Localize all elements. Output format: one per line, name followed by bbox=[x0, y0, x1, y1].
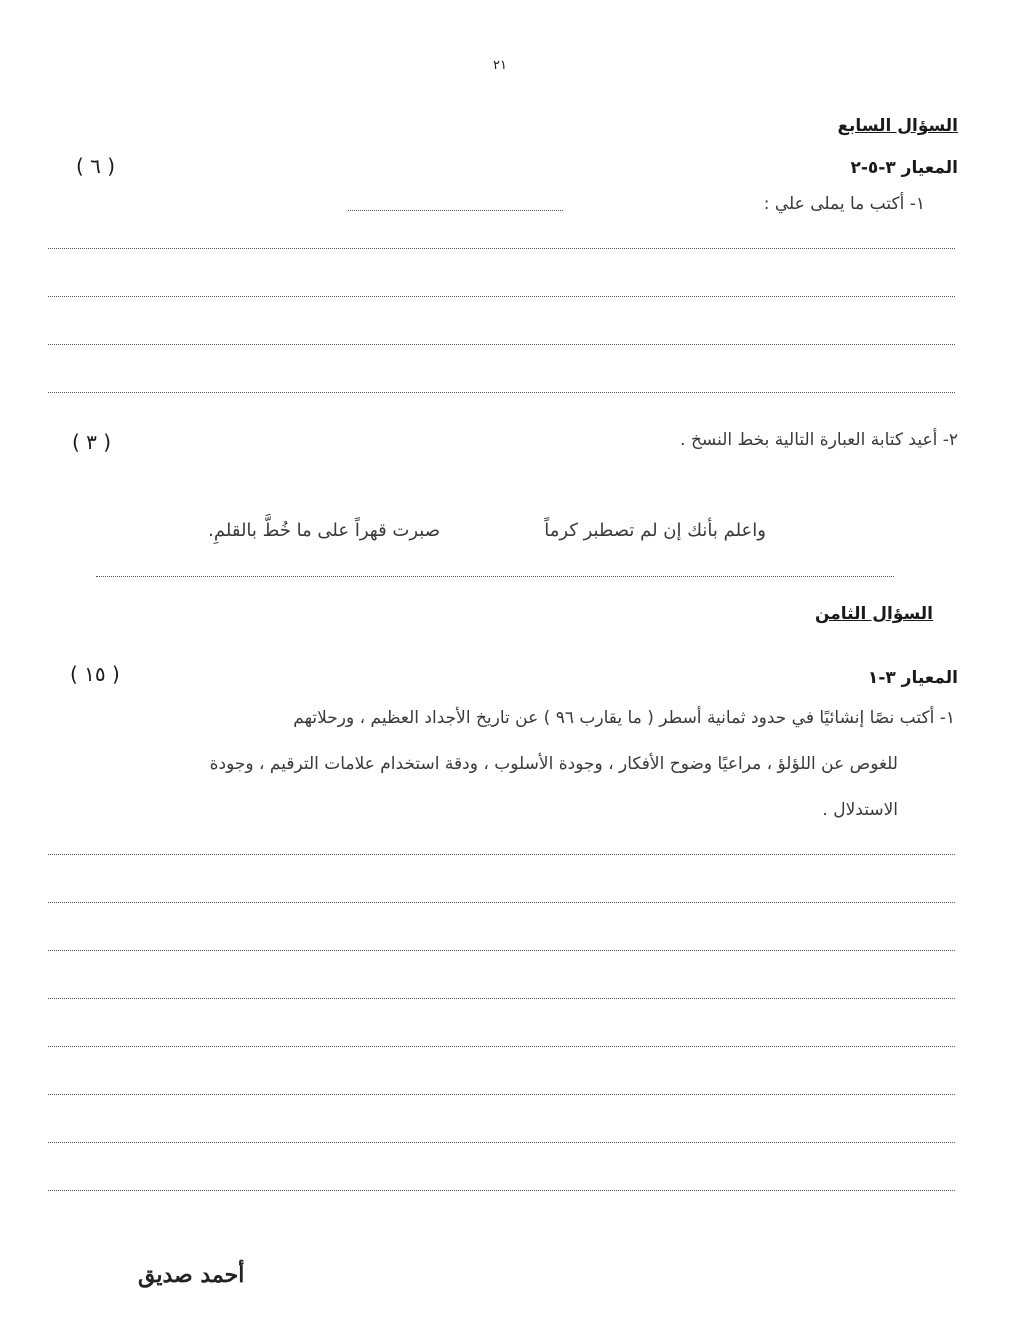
answer-line[interactable] bbox=[96, 576, 894, 577]
author-signature: أحمد صديق bbox=[138, 1262, 245, 1288]
question-8-prompt-line-3: الاستدلال . bbox=[822, 800, 898, 820]
verse-second-hemistich: صبرت قهراً على ما خُطَّ بالقلمِ. bbox=[208, 520, 440, 541]
question-7-item-2-marks: ( ٣ ) bbox=[72, 430, 112, 454]
question-8-prompt-line-1: ١- أكتب نصًا إنشائيًا في حدود ثمانية أسطر ( ما يقارب ٩٦ ) عن تاريخ الأجداد العظيم ، ورحلاتهم bbox=[293, 708, 955, 728]
answer-line[interactable] bbox=[48, 854, 955, 855]
answer-line[interactable] bbox=[48, 1190, 955, 1191]
answer-line[interactable] bbox=[48, 1094, 955, 1095]
question-7-title: السؤال السابع bbox=[837, 116, 958, 136]
answer-line[interactable] bbox=[48, 1142, 955, 1143]
question-8-marks: ( ١٥ ) bbox=[70, 662, 120, 686]
question-7-item-2: ٢- أعيد كتابة العبارة التالية بخط النسخ . bbox=[680, 430, 958, 450]
answer-line[interactable] bbox=[48, 902, 955, 903]
question-8-standard: المعيار ٣-١ bbox=[867, 668, 958, 688]
answer-line[interactable] bbox=[48, 344, 955, 345]
answer-line[interactable] bbox=[48, 998, 955, 999]
verse-first-hemistich: واعلم بأنك إن لم تصطبر كرماً bbox=[544, 520, 766, 541]
answer-line[interactable] bbox=[48, 248, 955, 249]
question-8-prompt-line-2: للغوص عن اللؤلؤ ، مراعيًا وضوح الأفكار ، وجودة الأسلوب ، ودقة استخدام علامات الترقيم ، وجودة bbox=[209, 754, 898, 774]
question-7-item-1: ١- أكتب ما يملى علي : bbox=[763, 194, 925, 214]
short-answer-line[interactable] bbox=[348, 210, 563, 211]
question-7-marks: ( ٦ ) bbox=[76, 154, 116, 178]
answer-line[interactable] bbox=[48, 1046, 955, 1047]
answer-line[interactable] bbox=[48, 392, 955, 393]
question-7-standard: المعيار ٣-٥-٢ bbox=[850, 158, 958, 178]
answer-line[interactable] bbox=[48, 296, 955, 297]
page-number: ٢١ bbox=[493, 58, 507, 73]
answer-line[interactable] bbox=[48, 950, 955, 951]
question-8-title: السؤال الثامن bbox=[814, 604, 933, 624]
